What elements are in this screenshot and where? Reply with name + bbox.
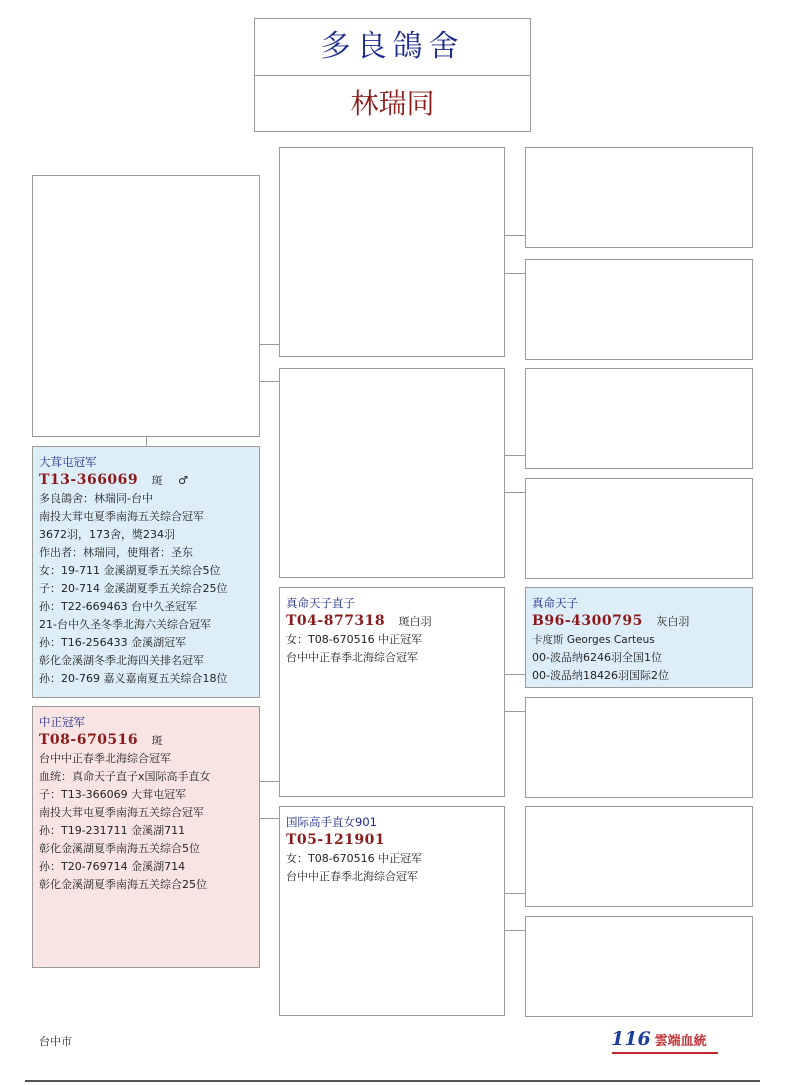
dam-sire-sire-title: 真命天子 bbox=[532, 596, 578, 610]
subject-line: 多良鴿舍：林瑞同-台中 bbox=[39, 492, 153, 505]
dam-line: 血统：真命天子直子x国际高手直女 bbox=[39, 770, 211, 783]
subject-line: 21-台中久圣冬季北海六关综合冠军 bbox=[39, 618, 211, 631]
dam-title: 中正冠军 bbox=[39, 715, 85, 729]
dam-dam-line: 女：T08-670516 中正冠军 bbox=[286, 852, 423, 865]
site-logo[interactable] bbox=[611, 1028, 707, 1050]
dam-line: 彰化金溪湖夏季南海五关综合25位 bbox=[39, 878, 207, 891]
subject-sex: ♂ bbox=[178, 474, 189, 487]
dam-sire-line: 台中中正春季北海综合冠军 bbox=[286, 651, 418, 664]
connector-line bbox=[505, 674, 525, 675]
sire-dam-box bbox=[279, 368, 505, 578]
connector-line bbox=[505, 893, 525, 894]
photo-box bbox=[32, 175, 260, 437]
subject-line: 孙：T16-256433 金溪湖冠军 bbox=[39, 636, 187, 649]
gg-box-6 bbox=[525, 697, 753, 798]
dam-dam-ring: T05-121901 bbox=[286, 832, 386, 848]
connector-line bbox=[505, 711, 525, 712]
subject-line: 3672羽，173舍，獎234羽 bbox=[39, 528, 175, 541]
gg-box-7 bbox=[525, 806, 753, 907]
dam-line: 南投大茸屯夏季南海五关综合冠军 bbox=[39, 806, 204, 819]
dam-card bbox=[32, 706, 260, 968]
dam-line: 台中中正春季北海综合冠军 bbox=[39, 752, 171, 765]
dam-sire-sire-ring: B96-4300795 bbox=[532, 613, 643, 629]
logo-underline bbox=[612, 1052, 718, 1054]
connector-line bbox=[505, 492, 525, 493]
dam-dam-line: 台中中正春季北海综合冠军 bbox=[286, 870, 418, 883]
owner-name: 林瑞同 bbox=[350, 87, 435, 120]
sire-sire-box bbox=[279, 147, 505, 357]
connector-line bbox=[505, 235, 525, 236]
connector-line bbox=[505, 930, 525, 931]
subject-line: 作出者：林瑞同，使翔者：圣东 bbox=[39, 546, 193, 559]
connector-line bbox=[260, 344, 279, 345]
connector-line bbox=[146, 437, 147, 446]
logo-text: 雲端血統 bbox=[654, 1034, 707, 1049]
dam-sire-sire-line: 00-波品纳6246羽全国1位 bbox=[532, 651, 662, 664]
dam-line: 孙：T19-231711 金溪湖711 bbox=[39, 824, 186, 837]
subject-line: 女：19-711 金溪湖夏季五关综合5位 bbox=[39, 564, 221, 577]
footer-city: 台中市 bbox=[39, 1035, 72, 1048]
dam-sire-card bbox=[279, 587, 505, 797]
dam-ring: T08-670516 bbox=[39, 732, 139, 748]
dam-sire-sire-color: 灰白羽 bbox=[656, 615, 690, 628]
subject-color: 斑 bbox=[151, 474, 163, 487]
dam-sire-title: 真命天子直子 bbox=[286, 596, 355, 610]
gg-box-4 bbox=[525, 478, 753, 579]
dam-line: 子：T13-366069 大茸屯冠军 bbox=[39, 788, 187, 801]
dam-line: 孙：T20-769714 金溪湖714 bbox=[39, 860, 186, 873]
subject-line: 彰化金溪湖冬季北海四关排名冠军 bbox=[39, 654, 204, 667]
dam-sire-ring: T04-877318 bbox=[286, 613, 386, 629]
gg-box-3 bbox=[525, 368, 753, 469]
subject-line: 孙：T22-669463 台中久圣冠军 bbox=[39, 600, 198, 613]
dam-dam-card bbox=[279, 806, 505, 1016]
connector-line bbox=[260, 381, 279, 382]
subject-line: 子：20-714 金溪湖夏季五关综合25位 bbox=[39, 582, 228, 595]
dam-dam-title: 国际高手直女901 bbox=[286, 815, 377, 829]
dam-color: 斑 bbox=[151, 734, 163, 747]
subject-pigeon-card bbox=[32, 446, 260, 698]
loft-name: 多良鴿舍 bbox=[255, 19, 530, 76]
connector-line bbox=[260, 781, 279, 782]
dam-sire-line: 女：T08-670516 中正冠军 bbox=[286, 633, 423, 646]
subject-line: 孙：20-769 嘉义嘉南夏五关综合18位 bbox=[39, 672, 228, 685]
connector-line bbox=[505, 273, 525, 274]
dam-sire-sire-card bbox=[525, 587, 753, 688]
bottom-rule bbox=[25, 1080, 760, 1082]
subject-line: 南投大茸屯夏季南海五关综合冠军 bbox=[39, 510, 204, 523]
dam-sire-color: 斑白羽 bbox=[398, 615, 432, 628]
dam-sire-sire-line: 卡度斯 Georges Carteus bbox=[532, 634, 655, 646]
dam-sire-sire-line: 00-波品纳18426羽国际2位 bbox=[532, 669, 669, 682]
gg-box-2 bbox=[525, 259, 753, 360]
subject-ring: T13-366069 bbox=[39, 472, 139, 488]
gg-box-8 bbox=[525, 916, 753, 1017]
dam-line: 彰化金溪湖夏季南海五关综合5位 bbox=[39, 842, 200, 855]
title-block bbox=[254, 18, 531, 132]
logo-number: 116 bbox=[611, 1028, 651, 1050]
subject-title: 大茸屯冠军 bbox=[39, 455, 97, 469]
gg-box-1 bbox=[525, 147, 753, 248]
connector-line bbox=[260, 818, 279, 819]
connector-line bbox=[505, 455, 525, 456]
